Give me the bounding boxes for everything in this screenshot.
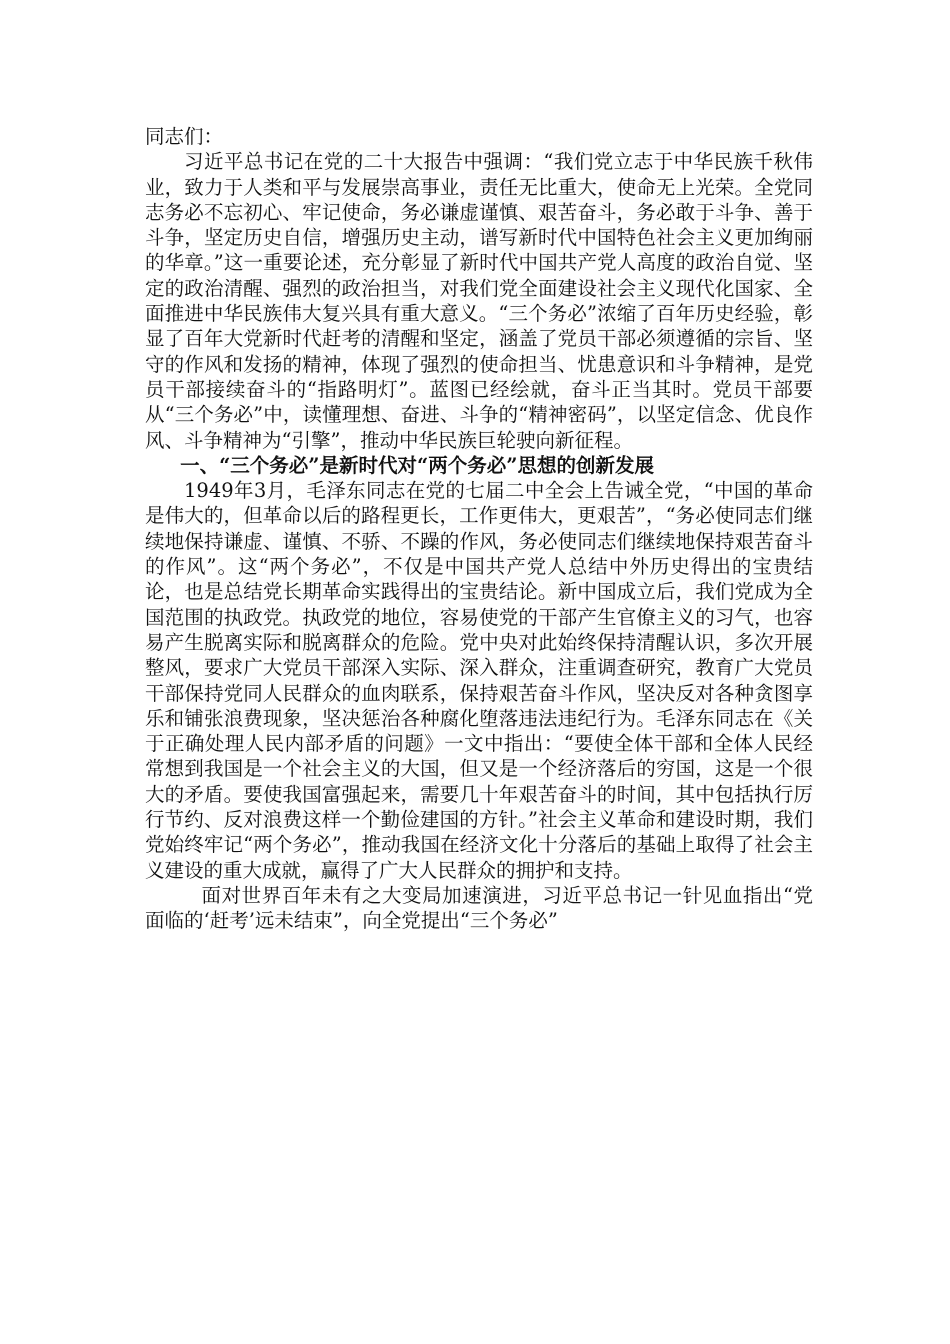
- section-paragraph: 1949年3月，毛泽东同志在党的七届二中全会上告诫全党，“中国的革命是伟大的，但革命以后的路程更长，工作更伟大，更艰苦”，“务必使同志们继续地保持谦虚、谨慎、不骄、不躁的作风，务必使同志们继续地保持艰苦奋斗的作风”。这“两个务必”，不仅是中国共产党人总结中外历史得出的宝贵结论，也是总结党长期革命实践得出的宝贵结论。新中国成立后，我们党成为全国范围的执政党。执政党的地位，容易使党的干部产生官僚主义的习气，也容易产生脱离实际和脱离群众的危险。党中央对此始终保持清醒认识，多次开展整风，要求广大党员干部深入实际、深入群众，注重调查研究，教育广大党员干部保持党同人民群众的血肉联系，保持艰苦奋斗作风，坚决反对各种贪图享乐和铺张浪费现象，坚决惩治各种腐化堕落违法违纪行为。毛泽东同志在《关于正确处理人民内部矛盾的问题》一文中指出：“要使全体干部和全体人民经常想到我国是一个社会主义的大国，但又是一个经济落后的穷国，这是一个很大的矛盾。要使我国富强起来，需要几十年艰苦奋斗的时间，其中包括执行厉行节约、反对浪费这样一个勤俭建国的方针。”社会主义革命和建设时期，我们党始终牢记“两个务必”，推动我国在经济文化十分落后的基础上取得了社会主义建设的重大成就，赢得了广大人民群众的拥护和支持。: [145, 479, 813, 882]
- closing-paragraph: 面对世界百年未有之大变局加速演进，习近平总书记一针见血指出“党面临的‘赶考’远未结束”，向全党提出“三个务必”: [145, 883, 813, 933]
- intro-paragraph: 习近平总书记在党的二十大报告中强调：“我们党立志于中华民族千秋伟业，致力于人类和平与发展崇高事业，责任无比重大，使命无上光荣。全党同志务必不忘初心、牢记使命，务必谦虚谨慎、艰苦奋斗，务必敢于斗争、善于斗争，坚定历史自信，增强历史主动，谱写新时代中国特色社会主义更加绚丽的华章。”这一重要论述，充分彰显了新时代中国共产党人高度的政治自觉、坚定的政治清醒、强烈的政治担当，对我们党全面建设社会主义现代化国家、全面推进中华民族伟大复兴具有重大意义。“三个务必”浓缩了百年历史经验，彰显了百年大党新时代赶考的清醒和坚定，涵盖了党员干部必须遵循的宗旨、坚守的作风和发扬的精神，体现了强烈的使命担当、忧患意识和斗争精神，是党员干部接续奋斗的“指路明灯”。蓝图已经绘就，奋斗正当其时。党员干部要从“三个务必”中，读懂理想、奋进、斗争的“精神密码”，以坚定信念、优良作风、斗争精神为“引擎”，推动中华民族巨轮驶向新征程。: [145, 150, 813, 452]
- document-body: [145, 124, 813, 934]
- salutation: 同志们：: [145, 125, 224, 148]
- section-heading: 一、“三个务必”是新时代对“两个务必”思想的创新发展: [180, 453, 654, 477]
